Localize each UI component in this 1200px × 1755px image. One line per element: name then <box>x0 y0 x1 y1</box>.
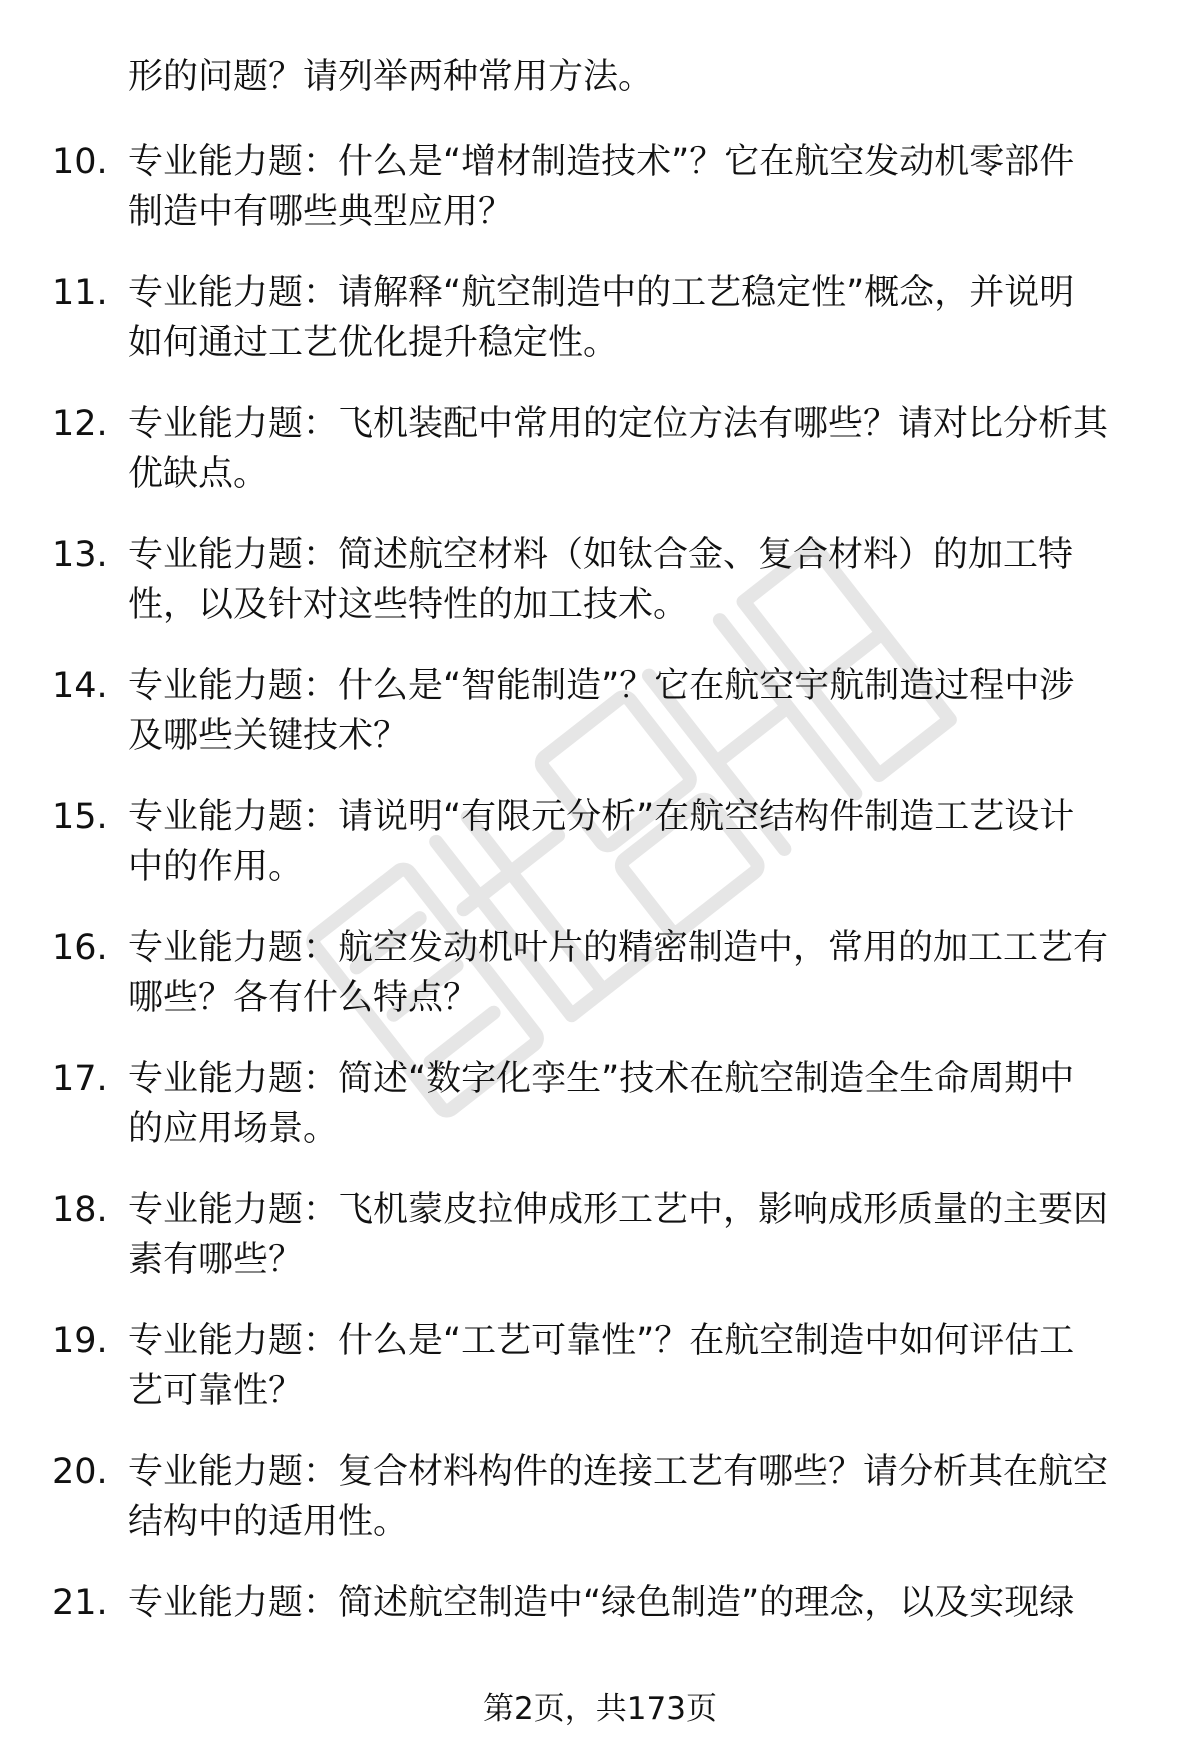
question-list <box>0 137 1200 1709</box>
question-text <box>128 137 1138 237</box>
question-text-line: 专业能力题：什么是“工艺可靠性”？在航空制造中如何评估工 <box>128 1321 1075 1361</box>
question-text <box>128 792 1138 892</box>
question-text-line: 哪些？各有什么特点？ <box>128 978 479 1018</box>
question-item <box>0 268 1200 399</box>
question-text-line: 专业能力题：什么是“增材制造技术”？它在航空发动机零部件 <box>128 142 1075 182</box>
question-text <box>128 661 1138 761</box>
question-number: 18. <box>52 1190 108 1230</box>
question-text-line: 专业能力题：航空发动机叶片的精密制造中，常用的加工工艺有 <box>128 928 1109 968</box>
question-text-line: 制造中有哪些典型应用？ <box>128 192 514 232</box>
question-text-line: 艺可靠性？ <box>128 1371 304 1411</box>
question-text-line: 结构中的适用性。 <box>128 1502 409 1542</box>
question-item <box>0 1185 1200 1316</box>
question-text-line: 的应用场景。 <box>128 1109 339 1149</box>
question-item <box>0 137 1200 268</box>
question-number: 12. <box>52 404 108 444</box>
question-text-line: 专业能力题：简述“数字化孪生”技术在航空制造全生命周期中 <box>128 1059 1075 1099</box>
page-footer: 第2页，共173页 <box>483 1691 717 1727</box>
question-number: 16. <box>52 928 108 968</box>
question-item <box>0 792 1200 923</box>
question-text <box>128 1316 1138 1416</box>
question-text <box>128 1185 1138 1285</box>
question-text-line: 素有哪些？ <box>128 1240 304 1280</box>
question-text <box>128 399 1138 499</box>
question-text <box>128 923 1138 1023</box>
question-text-line: 专业能力题：飞机蒙皮拉伸成形工艺中，影响成形质量的主要因 <box>128 1190 1109 1230</box>
question-text-line: 专业能力题：复合材料构件的连接工艺有哪些？请分析其在航空 <box>128 1452 1109 1492</box>
question-item <box>0 1316 1200 1447</box>
question-item <box>0 530 1200 661</box>
question-number: 19. <box>52 1321 108 1361</box>
question-text-line: 及哪些关键技术？ <box>128 716 409 756</box>
question-text <box>128 268 1138 368</box>
question-text-line: 如何通过工艺优化提升稳定性。 <box>128 323 619 363</box>
question-text-line: 专业能力题：简述航空制造中“绿色制造”的理念，以及实现绿 <box>128 1583 1075 1623</box>
question-text-line: 专业能力题：什么是“智能制造”？它在航空宇航制造过程中涉 <box>128 666 1075 706</box>
question-text <box>128 530 1138 630</box>
question-number: 17. <box>52 1059 108 1099</box>
question-number: 15. <box>52 797 108 837</box>
question-text-line: 专业能力题：飞机装配中常用的定位方法有哪些？请对比分析其 <box>128 404 1109 444</box>
question-number: 11. <box>52 273 108 313</box>
question-text <box>128 1447 1138 1547</box>
question-number: 13. <box>52 535 108 575</box>
continued-question-text: 形的问题？请列举两种常用方法。 <box>128 57 654 97</box>
question-text-line: 性，以及针对这些特性的加工技术。 <box>128 585 689 625</box>
question-number: 10. <box>52 142 108 182</box>
question-item <box>0 1447 1200 1578</box>
question-text-line: 中的作用。 <box>128 847 304 887</box>
question-text-line: 专业能力题：请解释“航空制造中的工艺稳定性”概念，并说明 <box>128 273 1075 313</box>
question-item <box>0 923 1200 1054</box>
question-text <box>128 1578 1138 1628</box>
question-text-line: 专业能力题：简述航空材料（如钛合金、复合材料）的加工特 <box>128 535 1074 575</box>
question-number: 14. <box>52 666 108 706</box>
question-item <box>0 399 1200 530</box>
question-item <box>0 1054 1200 1185</box>
question-number: 20. <box>52 1452 108 1492</box>
question-item <box>0 661 1200 792</box>
question-text-line: 优缺点。 <box>128 454 269 494</box>
question-text-line: 专业能力题：请说明“有限元分析”在航空结构件制造工艺设计 <box>128 797 1075 837</box>
question-text <box>128 1054 1138 1154</box>
question-number: 21. <box>52 1583 108 1623</box>
